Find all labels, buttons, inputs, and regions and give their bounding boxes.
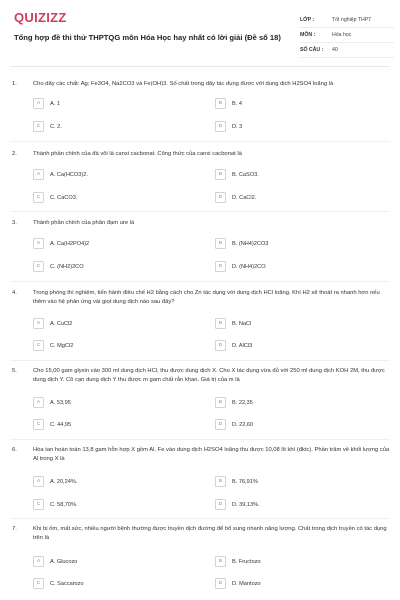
option-letter-box: B: [215, 397, 226, 408]
option-a[interactable]: [33, 238, 203, 249]
option-c[interactable]: [33, 121, 203, 132]
question-text: Thành phần chính của đá vôi là canxi cacbonat. Công thức của canxi cacbonat là: [33, 151, 242, 157]
option-c[interactable]: [33, 578, 203, 589]
option-b[interactable]: [215, 318, 385, 329]
option-d[interactable]: [215, 499, 385, 510]
option-text: D. 3: [232, 123, 243, 130]
option-text: B. 4: [232, 100, 242, 107]
option-text: D. 39,13%.: [232, 501, 260, 508]
question-text: Thành phần chính của phân đạm ure là: [33, 220, 135, 226]
option-text: A. 1: [50, 100, 60, 107]
question-3: [12, 219, 390, 228]
meta-value: Tốt nghiệp THPT: [332, 17, 372, 23]
option-letter-box: C: [33, 261, 44, 272]
option-letter-box: D: [215, 340, 226, 351]
option-letter-box: D: [215, 261, 226, 272]
option-text: C. 44,95: [50, 421, 72, 428]
option-b[interactable]: [215, 556, 385, 567]
option-a[interactable]: [33, 98, 203, 109]
option-a[interactable]: [33, 397, 203, 408]
option-a[interactable]: [33, 318, 203, 329]
option-d[interactable]: [215, 419, 385, 430]
question-divider: [10, 281, 390, 282]
option-c[interactable]: [33, 499, 203, 510]
question-number: 4.: [12, 290, 17, 296]
question-5: [12, 367, 390, 385]
question-7: [12, 525, 390, 543]
option-d[interactable]: [215, 578, 385, 589]
option-b[interactable]: [215, 98, 385, 109]
question-divider: [10, 211, 390, 212]
option-text: D. Mantozo: [232, 580, 261, 587]
question-text: Cho 15,00 gam glyxin vào 300 ml dung dịch HCl, thu được dung dịch X. Cho X tác dụng vừa đủ với 250 ml dung dịch KOH 2M, thu được dung dịch Y. Cô cạn dung dịch Y thu được m gam chất rắn khan. Giá trị của m là: [33, 368, 385, 383]
question-text: Hòa tan hoàn toàn 13,8 gam hỗn hợp X gồm Al, Fe vào dung dịch H2SO4 loãng thu được 10,08 lít khí (đktc). Phần trăm về khối lượng của Al trong X là: [33, 447, 390, 462]
question-number: 2.: [12, 151, 17, 157]
option-letter-box: A: [33, 238, 44, 249]
question-number: 5.: [12, 368, 17, 374]
meta-row-class: [300, 13, 394, 28]
option-letter-box: B: [215, 318, 226, 329]
option-letter-box: C: [33, 192, 44, 203]
option-letter-box: B: [215, 238, 226, 249]
option-a[interactable]: [33, 556, 203, 567]
option-text: A. 53,95: [50, 399, 71, 406]
option-text: A. 20,24%.: [50, 478, 78, 485]
option-letter-box: B: [215, 476, 226, 487]
option-b[interactable]: [215, 238, 385, 249]
option-b[interactable]: [215, 476, 385, 487]
option-letter-box: A: [33, 556, 44, 567]
option-letter-box: B: [215, 169, 226, 180]
option-letter-box: A: [33, 318, 44, 329]
option-text: C. CaCO3.: [50, 194, 78, 201]
option-text: C. (NH2)2CO: [50, 263, 84, 270]
option-text: B. CaSO3.: [232, 171, 259, 178]
option-letter-box: A: [33, 169, 44, 180]
option-text: A. CuCl2: [50, 320, 73, 327]
option-letter-box: C: [33, 121, 44, 132]
question-text: Cho dãy các chất: Ag; Fe3O4, Na2CO3 và Fe(OH)3. Số chất trong dãy tác dụng được với dung dịch H2SO4 loãng là: [33, 81, 334, 87]
meta-label: MÔN :: [300, 32, 316, 38]
question-number: 3.: [12, 220, 17, 226]
option-letter-box: D: [215, 121, 226, 132]
option-letter-box: D: [215, 192, 226, 203]
option-a[interactable]: [33, 476, 203, 487]
option-letter-box: B: [215, 556, 226, 567]
option-text: A. Glucozo: [50, 558, 78, 565]
meta-label: SỐ CÂU :: [300, 47, 324, 53]
option-letter-box: C: [33, 340, 44, 351]
option-letter-box: C: [33, 578, 44, 589]
option-text: B. Fructozo: [232, 558, 261, 565]
meta-info: [300, 13, 394, 58]
option-text: A. Ca(H2PO4)2: [50, 240, 90, 247]
option-letter-box: D: [215, 419, 226, 430]
option-letter-box: C: [33, 499, 44, 510]
option-text: C. Saccarozo: [50, 580, 84, 587]
header-divider: [10, 66, 390, 67]
option-d[interactable]: [215, 340, 385, 351]
option-text: B. (NH4)2CO3: [232, 240, 269, 247]
option-c[interactable]: [33, 340, 203, 351]
quizizz-logo: QUIZIZZ: [14, 10, 67, 25]
option-d[interactable]: [215, 192, 385, 203]
question-number: 7.: [12, 526, 17, 532]
option-text: B. NaCl: [232, 320, 252, 327]
option-c[interactable]: [33, 419, 203, 430]
option-letter-box: C: [33, 419, 44, 430]
question-number: 6.: [12, 447, 17, 453]
option-c[interactable]: [33, 261, 203, 272]
option-c[interactable]: [33, 192, 203, 203]
option-text: C. MgCl2: [50, 342, 74, 349]
meta-row-subject: [300, 28, 394, 43]
meta-value: 40: [332, 47, 338, 53]
question-divider: [10, 518, 390, 519]
document-title: Tổng hợp đề thi thử THPTQG môn Hóa Học hay nhất có lời giải (Đề số 18): [14, 33, 281, 42]
question-divider: [10, 439, 390, 440]
option-text: D. CaCl2.: [232, 194, 257, 201]
option-text: B. 76,91%: [232, 478, 258, 485]
option-text: D. 22,60: [232, 421, 254, 428]
option-text: A. Ca(HCO3)2.: [50, 171, 88, 178]
option-text: D. (NH4)2CO: [232, 263, 266, 270]
option-text: C. 58,70%.: [50, 501, 78, 508]
option-letter-box: A: [33, 98, 44, 109]
question-number: 1.: [12, 81, 17, 87]
meta-value: Hóa học: [332, 32, 352, 38]
option-letter-box: A: [33, 397, 44, 408]
question-text: Khi bị ốm, mất sức, nhiều người bệnh thường được truyền dịch đường để bổ sung nhanh năng lượng. Chất trong dịch truyền có tác dụng trên là: [33, 526, 387, 541]
option-text: B. 22,35: [232, 399, 253, 406]
option-a[interactable]: [33, 169, 203, 180]
question-2: [12, 150, 390, 159]
meta-label: LỚP :: [300, 17, 315, 23]
question-6: [12, 446, 390, 464]
option-letter-box: A: [33, 476, 44, 487]
question-4: [12, 289, 390, 307]
option-letter-box: D: [215, 499, 226, 510]
meta-row-count: [300, 43, 394, 58]
option-text: D. AlCl3: [232, 342, 253, 349]
option-d[interactable]: [215, 121, 385, 132]
option-text: C. 2.: [50, 123, 62, 130]
option-letter-box: B: [215, 98, 226, 109]
question-1: [12, 80, 390, 89]
option-b[interactable]: [215, 397, 385, 408]
option-letter-box: D: [215, 578, 226, 589]
question-text: Trong phòng thí nghiệm, tiến hành điều chế H2 bằng cách cho Zn tác dụng với dung dịch HCl loãng. Khí H2 sẽ thoát ra nhanh hơn nếu thêm vào hệ phản ứng vài giọt dung dịch nào sau đây?: [33, 290, 380, 305]
option-d[interactable]: [215, 261, 385, 272]
question-divider: [10, 360, 390, 361]
question-divider: [10, 141, 390, 142]
option-b[interactable]: [215, 169, 385, 180]
